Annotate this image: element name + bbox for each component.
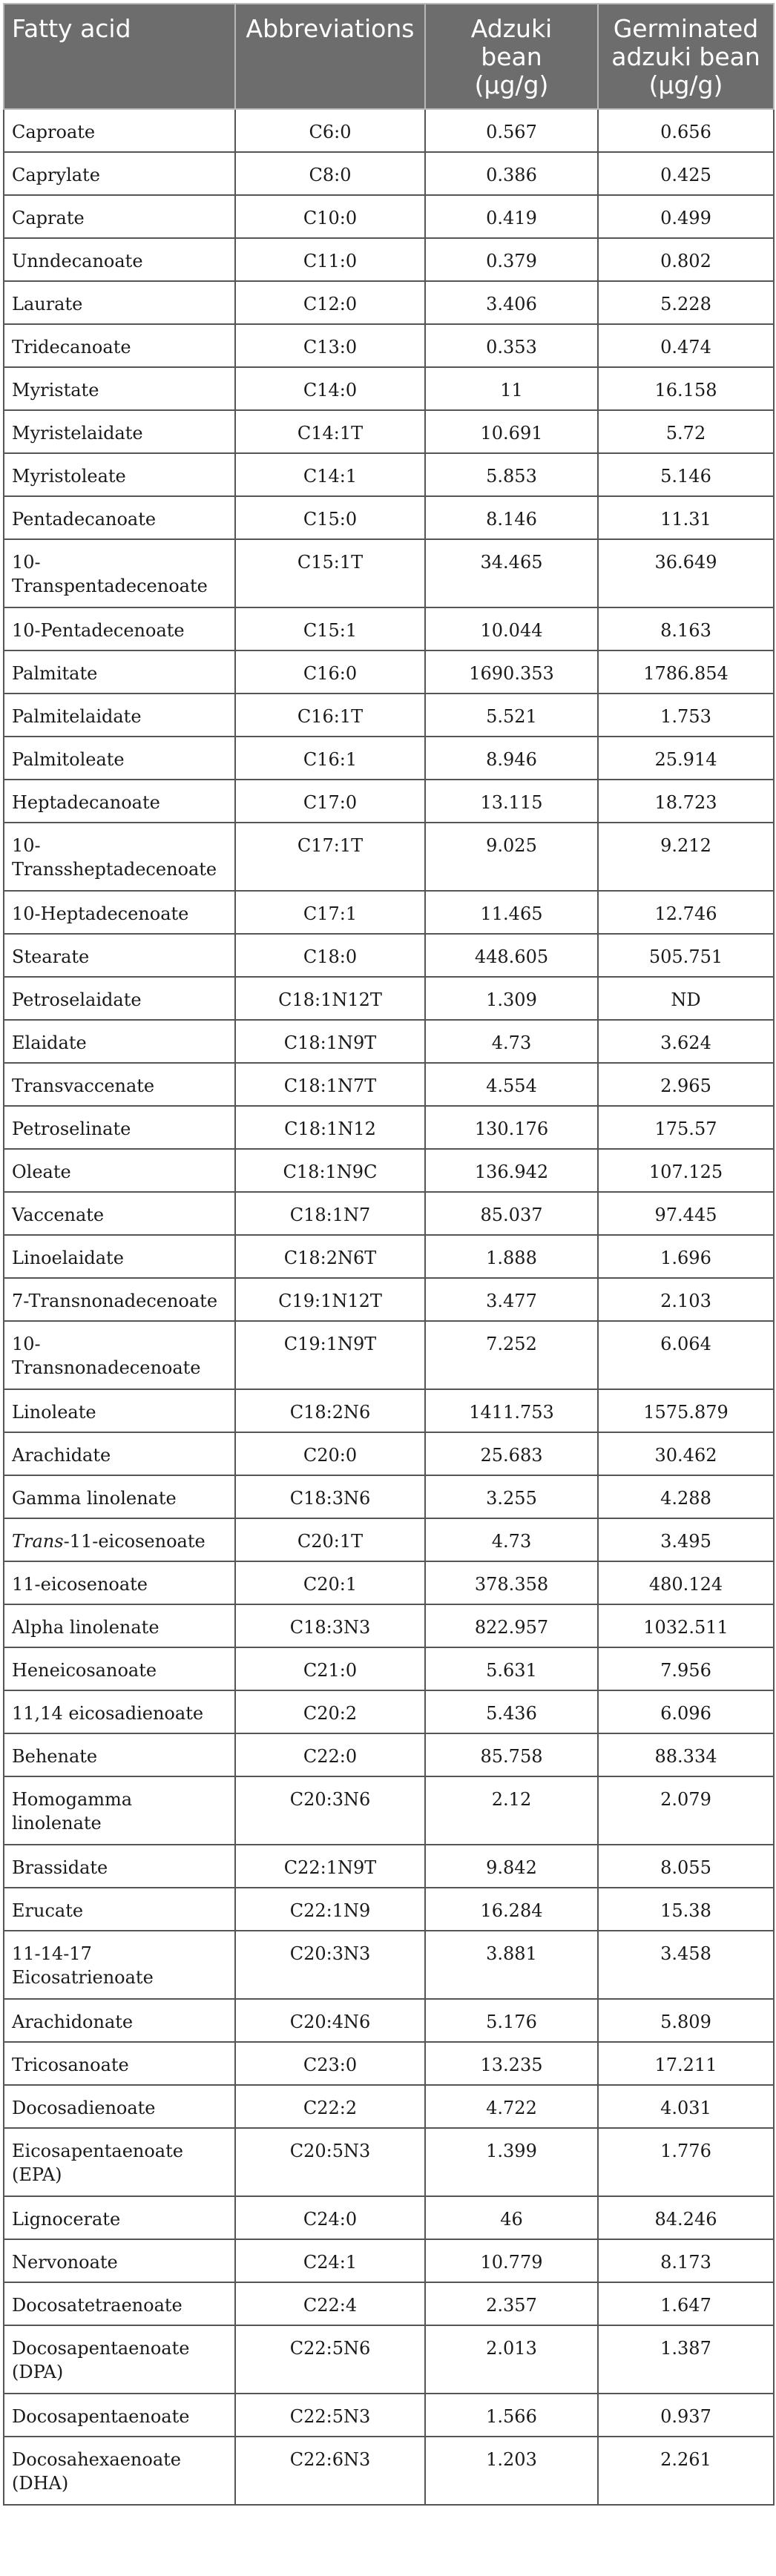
fatty-acid-name-cell: [4, 2437, 235, 2505]
fatty-acid-name-cell: Myristelaidate: [4, 410, 235, 453]
adzuki-value-cell: 8.146: [425, 496, 598, 539]
adzuki-value-cell: 2.357: [425, 2282, 598, 2325]
adzuki-value-cell: 46: [425, 2196, 598, 2239]
fatty-acid-name-line: Transsheptadecenoate: [12, 859, 217, 880]
adzuki-value-cell: 11: [425, 367, 598, 410]
abbreviation-cell: C12:0: [235, 281, 425, 324]
table-row: [4, 891, 774, 934]
germinated-value-cell: 88.334: [598, 1733, 774, 1776]
table-row: [4, 1888, 774, 1931]
adzuki-value-cell: 130.176: [425, 1106, 598, 1149]
fatty-acid-name-cell: [4, 2128, 235, 2196]
table-row: [4, 1106, 774, 1149]
adzuki-value-cell: 11.465: [425, 891, 598, 934]
adzuki-value-cell: 0.386: [425, 152, 598, 195]
germinated-value-cell: 4.288: [598, 1475, 774, 1518]
adzuki-value-cell: 7.252: [425, 1321, 598, 1389]
abbreviation-cell: C18:2N6T: [235, 1235, 425, 1278]
abbreviation-cell: C18:1N9T: [235, 1020, 425, 1063]
fatty-acid-name-cell: Docosatetraenoate: [4, 2282, 235, 2325]
fatty-acid-name-cell: Stearate: [4, 934, 235, 977]
abbreviation-cell: C24:0: [235, 2196, 425, 2239]
germinated-value-cell: 3.495: [598, 1518, 774, 1561]
fatty-acid-name-cell: Brassidate: [4, 1845, 235, 1888]
table-row: [4, 1192, 774, 1235]
fatty-acid-name-italic: Trans: [12, 1531, 64, 1552]
germinated-value-cell: 8.055: [598, 1845, 774, 1888]
fatty-acid-name-cell: Gamma linolenate: [4, 1475, 235, 1518]
germinated-value-cell: 1.753: [598, 694, 774, 737]
abbreviation-cell: C20:5N3: [235, 2128, 425, 2196]
table-row: [4, 2282, 774, 2325]
table-row: [4, 2128, 774, 2196]
adzuki-value-cell: 2.013: [425, 2325, 598, 2394]
abbreviation-cell: C18:1N12: [235, 1106, 425, 1149]
abbreviation-cell: C6:0: [235, 109, 425, 152]
germinated-value-cell: 11.31: [598, 496, 774, 539]
fatty-acid-name-cell: Tricosanoate: [4, 2042, 235, 2085]
germinated-value-cell: 6.096: [598, 1690, 774, 1733]
header-adzuki-bean: [425, 4, 598, 109]
abbreviation-cell: C20:3N6: [235, 1776, 425, 1845]
germinated-value-cell: 0.656: [598, 109, 774, 152]
table-row: [4, 152, 774, 195]
germinated-value-cell: 36.649: [598, 539, 774, 607]
abbreviation-cell: C23:0: [235, 2042, 425, 2085]
adzuki-value-cell: 8.946: [425, 737, 598, 780]
fatty-acid-name-cell: Elaidate: [4, 1020, 235, 1063]
germinated-value-cell: 2.103: [598, 1278, 774, 1321]
germinated-value-cell: 15.38: [598, 1888, 774, 1931]
abbreviation-cell: C14:1T: [235, 410, 425, 453]
adzuki-value-cell: 3.406: [425, 281, 598, 324]
table-row: [4, 324, 774, 367]
header-line: bean: [481, 42, 542, 71]
germinated-value-cell: 8.173: [598, 2239, 774, 2282]
table-row: [4, 1604, 774, 1647]
fatty-acid-name-cell: Tridecanoate: [4, 324, 235, 367]
germinated-value-cell: 30.462: [598, 1432, 774, 1475]
abbreviation-cell: C24:1: [235, 2239, 425, 2282]
germinated-value-cell: 505.751: [598, 934, 774, 977]
abbreviation-cell: C20:2: [235, 1690, 425, 1733]
abbreviation-cell: C22:6N3: [235, 2437, 425, 2505]
fatty-acid-name-cell: Oleate: [4, 1149, 235, 1192]
adzuki-value-cell: 0.353: [425, 324, 598, 367]
germinated-value-cell: 17.211: [598, 2042, 774, 2085]
table-row: [4, 410, 774, 453]
germinated-value-cell: 3.624: [598, 1020, 774, 1063]
header-germinated-adzuki-bean: [598, 4, 774, 109]
adzuki-value-cell: 16.284: [425, 1888, 598, 1931]
fatty-acid-name-cell: Caprylate: [4, 152, 235, 195]
abbreviation-cell: C17:1: [235, 891, 425, 934]
germinated-value-cell: 1032.511: [598, 1604, 774, 1647]
table-row: [4, 1475, 774, 1518]
fatty-acid-name-cell: [4, 1321, 235, 1389]
abbreviation-cell: C22:0: [235, 1733, 425, 1776]
fatty-acid-name-cell: Unndecanoate: [4, 238, 235, 281]
header-abbreviations: [235, 4, 425, 109]
table-row: [4, 650, 774, 694]
germinated-value-cell: 5.72: [598, 410, 774, 453]
germinated-value-cell: 16.158: [598, 367, 774, 410]
adzuki-value-cell: 5.436: [425, 1690, 598, 1733]
adzuki-value-cell: 2.12: [425, 1776, 598, 1845]
table-row: [4, 2085, 774, 2128]
table-row: [4, 694, 774, 737]
abbreviation-cell: C16:1: [235, 737, 425, 780]
adzuki-value-cell: 5.631: [425, 1647, 598, 1690]
abbreviation-cell: C18:0: [235, 934, 425, 977]
fatty-acid-name-line: Transnonadecenoate: [12, 1357, 201, 1378]
fatty-acid-name-cell: 11,14 eicosadienoate: [4, 1690, 235, 1733]
table-row: [4, 1149, 774, 1192]
adzuki-value-cell: 5.176: [425, 1999, 598, 2042]
header-line: (µg/g): [474, 70, 549, 99]
abbreviation-cell: C18:3N6: [235, 1475, 425, 1518]
abbreviation-cell: C16:0: [235, 650, 425, 694]
abbreviation-cell: C10:0: [235, 195, 425, 238]
fatty-acid-name-line: Docosahexaenoate: [12, 2449, 181, 2470]
fatty-acid-name-cell: 11-eicosenoate: [4, 1561, 235, 1604]
fatty-acid-name-cell: Alpha linolenate: [4, 1604, 235, 1647]
germinated-value-cell: 12.746: [598, 891, 774, 934]
fatty-acid-name-line: (DHA): [12, 2473, 69, 2494]
header-line: Abbreviations: [246, 14, 415, 43]
fatty-acid-name-cell: Nervonoate: [4, 2239, 235, 2282]
germinated-value-cell: 3.458: [598, 1931, 774, 1999]
fatty-acid-table-container: [3, 3, 773, 2506]
germinated-value-cell: 1.387: [598, 2325, 774, 2394]
header-line: (µg/g): [648, 70, 723, 99]
fatty-acid-name-cell: [4, 1776, 235, 1845]
table-row: [4, 1999, 774, 2042]
abbreviation-cell: C20:1: [235, 1561, 425, 1604]
adzuki-value-cell: 822.957: [425, 1604, 598, 1647]
table-row: [4, 2042, 774, 2085]
fatty-acid-name-cell: Laurate: [4, 281, 235, 324]
fatty-acid-name-cell: Arachidate: [4, 1432, 235, 1475]
adzuki-value-cell: 1.399: [425, 2128, 598, 2196]
fatty-acid-name-line: 10-: [12, 552, 41, 573]
abbreviation-cell: C21:0: [235, 1647, 425, 1690]
germinated-value-cell: 480.124: [598, 1561, 774, 1604]
fatty-acid-name-cell: Behenate: [4, 1733, 235, 1776]
table-row: [4, 1931, 774, 1999]
adzuki-value-cell: 85.037: [425, 1192, 598, 1235]
table-row: [4, 367, 774, 410]
fatty-acid-name-cell: Petroselaidate: [4, 977, 235, 1020]
abbreviation-cell: C13:0: [235, 324, 425, 367]
germinated-value-cell: 1.647: [598, 2282, 774, 2325]
germinated-value-cell: 5.228: [598, 281, 774, 324]
fatty-acid-name-line: Eicosapentaenoate: [12, 2141, 183, 2161]
germinated-value-cell: 0.425: [598, 152, 774, 195]
abbreviation-cell: C22:5N6: [235, 2325, 425, 2394]
fatty-acid-name-rest: -11-eicosenoate: [63, 1531, 205, 1552]
table-row: [4, 496, 774, 539]
adzuki-value-cell: 4.554: [425, 1063, 598, 1106]
abbreviation-cell: C11:0: [235, 238, 425, 281]
germinated-value-cell: 84.246: [598, 2196, 774, 2239]
germinated-value-cell: 5.809: [598, 1999, 774, 2042]
abbreviation-cell: C18:1N12T: [235, 977, 425, 1020]
header-fatty-acid: [4, 4, 235, 109]
germinated-value-cell: 2.261: [598, 2437, 774, 2505]
fatty-acid-name-line: (EPA): [12, 2164, 62, 2185]
adzuki-value-cell: 5.521: [425, 694, 598, 737]
adzuki-value-cell: 13.115: [425, 780, 598, 823]
adzuki-value-cell: 1.309: [425, 977, 598, 1020]
germinated-value-cell: 1786.854: [598, 650, 774, 694]
adzuki-value-cell: 10.691: [425, 410, 598, 453]
germinated-value-cell: 8.163: [598, 607, 774, 650]
fatty-acid-name-cell: Linoleate: [4, 1389, 235, 1432]
germinated-value-cell: 0.937: [598, 2394, 774, 2437]
table-row: [4, 1321, 774, 1389]
adzuki-value-cell: 10.044: [425, 607, 598, 650]
abbreviation-cell: C20:0: [235, 1432, 425, 1475]
germinated-value-cell: 175.57: [598, 1106, 774, 1149]
adzuki-value-cell: 1411.753: [425, 1389, 598, 1432]
fatty-acid-name-cell: Lignocerate: [4, 2196, 235, 2239]
table-row: [4, 1389, 774, 1432]
abbreviation-cell: C22:1N9: [235, 1888, 425, 1931]
fatty-acid-name-line: Transpentadecenoate: [12, 576, 208, 596]
abbreviation-cell: C17:0: [235, 780, 425, 823]
header-row: [4, 4, 774, 109]
abbreviation-cell: C22:1N9T: [235, 1845, 425, 1888]
fatty-acid-name-cell: 7-Transnonadecenoate: [4, 1278, 235, 1321]
germinated-value-cell: 6.064: [598, 1321, 774, 1389]
abbreviation-cell: C20:3N3: [235, 1931, 425, 1999]
table-row: [4, 607, 774, 650]
fatty-acid-name-cell: Caprate: [4, 195, 235, 238]
abbreviation-cell: C18:3N3: [235, 1604, 425, 1647]
adzuki-value-cell: 5.853: [425, 453, 598, 496]
fatty-acid-name-line: Homogamma: [12, 1789, 133, 1810]
table-row: [4, 1278, 774, 1321]
header-line: Adzuki: [470, 14, 553, 43]
adzuki-value-cell: 4.73: [425, 1518, 598, 1561]
table-row: [4, 1063, 774, 1106]
abbreviation-cell: C22:4: [235, 2282, 425, 2325]
fatty-acid-name-cell: Myristate: [4, 367, 235, 410]
abbreviation-cell: C20:4N6: [235, 1999, 425, 2042]
germinated-value-cell: 1575.879: [598, 1389, 774, 1432]
fatty-acid-name-cell: Palmitate: [4, 650, 235, 694]
adzuki-value-cell: 448.605: [425, 934, 598, 977]
adzuki-value-cell: 10.779: [425, 2239, 598, 2282]
fatty-acid-name-line: 10-: [12, 1334, 41, 1354]
fatty-acid-name-cell: Erucate: [4, 1888, 235, 1931]
fatty-acid-name-cell: Docosadienoate: [4, 2085, 235, 2128]
abbreviation-cell: C15:0: [235, 496, 425, 539]
adzuki-value-cell: 3.881: [425, 1931, 598, 1999]
adzuki-value-cell: 3.477: [425, 1278, 598, 1321]
header-line: Germinated: [613, 14, 759, 43]
adzuki-value-cell: 4.722: [425, 2085, 598, 2128]
fatty-acid-name-cell: Palmitoleate: [4, 737, 235, 780]
table-row: [4, 1518, 774, 1561]
table-row: [4, 2394, 774, 2437]
table-row: [4, 109, 774, 152]
abbreviation-cell: C18:1N9C: [235, 1149, 425, 1192]
table-row: [4, 934, 774, 977]
adzuki-value-cell: 1.566: [425, 2394, 598, 2437]
fatty-acid-name-cell: Petroselinate: [4, 1106, 235, 1149]
fatty-acid-name-cell: Arachidonate: [4, 1999, 235, 2042]
fatty-acid-name-cell: Vaccenate: [4, 1192, 235, 1235]
table-row: [4, 1020, 774, 1063]
adzuki-value-cell: 9.025: [425, 823, 598, 891]
table-row: [4, 977, 774, 1020]
germinated-value-cell: 0.474: [598, 324, 774, 367]
fatty-acid-name-line: linolenate: [12, 1813, 102, 1834]
fatty-acid-name-cell: 10-Pentadecenoate: [4, 607, 235, 650]
fatty-acid-name-cell: [4, 539, 235, 607]
fatty-acid-name-cell: [4, 1518, 235, 1561]
adzuki-value-cell: 1.203: [425, 2437, 598, 2505]
table-row: [4, 823, 774, 891]
adzuki-value-cell: 34.465: [425, 539, 598, 607]
fatty-acid-name-cell: Heptadecanoate: [4, 780, 235, 823]
abbreviation-cell: C14:0: [235, 367, 425, 410]
adzuki-value-cell: 1.888: [425, 1235, 598, 1278]
table-row: [4, 2239, 774, 2282]
fatty-acid-table: [3, 3, 775, 2506]
table-row: [4, 780, 774, 823]
table-row: [4, 1690, 774, 1733]
fatty-acid-name-cell: Docosapentaenoate: [4, 2394, 235, 2437]
table-row: [4, 1733, 774, 1776]
abbreviation-cell: C15:1: [235, 607, 425, 650]
adzuki-value-cell: 4.73: [425, 1020, 598, 1063]
header-line: Fatty acid: [12, 14, 131, 43]
fatty-acid-name-line: (DPA): [12, 2362, 64, 2382]
abbreviation-cell: C20:1T: [235, 1518, 425, 1561]
table-row: [4, 1235, 774, 1278]
germinated-value-cell: 9.212: [598, 823, 774, 891]
germinated-value-cell: 0.499: [598, 195, 774, 238]
fatty-acid-name-cell: Transvaccenate: [4, 1063, 235, 1106]
fatty-acid-name-cell: Pentadecanoate: [4, 496, 235, 539]
fatty-acid-name-cell: Caproate: [4, 109, 235, 152]
table-row: [4, 737, 774, 780]
adzuki-value-cell: 9.842: [425, 1845, 598, 1888]
table-row: [4, 238, 774, 281]
germinated-value-cell: 5.146: [598, 453, 774, 496]
germinated-value-cell: 1.696: [598, 1235, 774, 1278]
table-row: [4, 2325, 774, 2394]
germinated-value-cell: 4.031: [598, 2085, 774, 2128]
table-row: [4, 1561, 774, 1604]
table-body: [4, 109, 774, 2505]
abbreviation-cell: C8:0: [235, 152, 425, 195]
table-row: [4, 539, 774, 607]
adzuki-value-cell: 3.255: [425, 1475, 598, 1518]
abbreviation-cell: C22:5N3: [235, 2394, 425, 2437]
table-row: [4, 1776, 774, 1845]
abbreviation-cell: C19:1N12T: [235, 1278, 425, 1321]
table-header: [4, 4, 774, 109]
adzuki-value-cell: 0.419: [425, 195, 598, 238]
abbreviation-cell: C18:1N7: [235, 1192, 425, 1235]
adzuki-value-cell: 0.567: [425, 109, 598, 152]
abbreviation-cell: C17:1T: [235, 823, 425, 891]
table-row: [4, 1647, 774, 1690]
fatty-acid-name-line: Eicosatrienoate: [12, 1967, 154, 1988]
adzuki-value-cell: 1690.353: [425, 650, 598, 694]
germinated-value-cell: 2.965: [598, 1063, 774, 1106]
fatty-acid-name-cell: 10-Heptadecenoate: [4, 891, 235, 934]
abbreviation-cell: C16:1T: [235, 694, 425, 737]
abbreviation-cell: C15:1T: [235, 539, 425, 607]
germinated-value-cell: 25.914: [598, 737, 774, 780]
germinated-value-cell: ND: [598, 977, 774, 1020]
adzuki-value-cell: 0.379: [425, 238, 598, 281]
table-row: [4, 453, 774, 496]
table-row: [4, 2196, 774, 2239]
germinated-value-cell: 18.723: [598, 780, 774, 823]
germinated-value-cell: 0.802: [598, 238, 774, 281]
abbreviation-cell: C19:1N9T: [235, 1321, 425, 1389]
table-row: [4, 2437, 774, 2505]
table-row: [4, 1432, 774, 1475]
adzuki-value-cell: 378.358: [425, 1561, 598, 1604]
fatty-acid-name-cell: Linoelaidate: [4, 1235, 235, 1278]
adzuki-value-cell: 25.683: [425, 1432, 598, 1475]
germinated-value-cell: 1.776: [598, 2128, 774, 2196]
germinated-value-cell: 7.956: [598, 1647, 774, 1690]
table-row: [4, 281, 774, 324]
abbreviation-cell: C14:1: [235, 453, 425, 496]
fatty-acid-name-line: 10-: [12, 835, 41, 856]
fatty-acid-name-cell: Heneicosanoate: [4, 1647, 235, 1690]
germinated-value-cell: 2.079: [598, 1776, 774, 1845]
fatty-acid-name-cell: [4, 1931, 235, 1999]
adzuki-value-cell: 13.235: [425, 2042, 598, 2085]
table-row: [4, 1845, 774, 1888]
germinated-value-cell: 107.125: [598, 1149, 774, 1192]
fatty-acid-name-cell: [4, 2325, 235, 2394]
fatty-acid-name-line: Docosapentaenoate: [12, 2338, 190, 2359]
abbreviation-cell: C18:1N7T: [235, 1063, 425, 1106]
table-row: [4, 195, 774, 238]
adzuki-value-cell: 136.942: [425, 1149, 598, 1192]
germinated-value-cell: 97.445: [598, 1192, 774, 1235]
fatty-acid-name-cell: [4, 823, 235, 891]
abbreviation-cell: C18:2N6: [235, 1389, 425, 1432]
fatty-acid-name-cell: Myristoleate: [4, 453, 235, 496]
abbreviation-cell: C22:2: [235, 2085, 425, 2128]
fatty-acid-name-cell: Palmitelaidate: [4, 694, 235, 737]
fatty-acid-name-line: 11-14-17: [12, 1943, 92, 1964]
header-line: adzuki bean: [611, 42, 760, 71]
adzuki-value-cell: 85.758: [425, 1733, 598, 1776]
